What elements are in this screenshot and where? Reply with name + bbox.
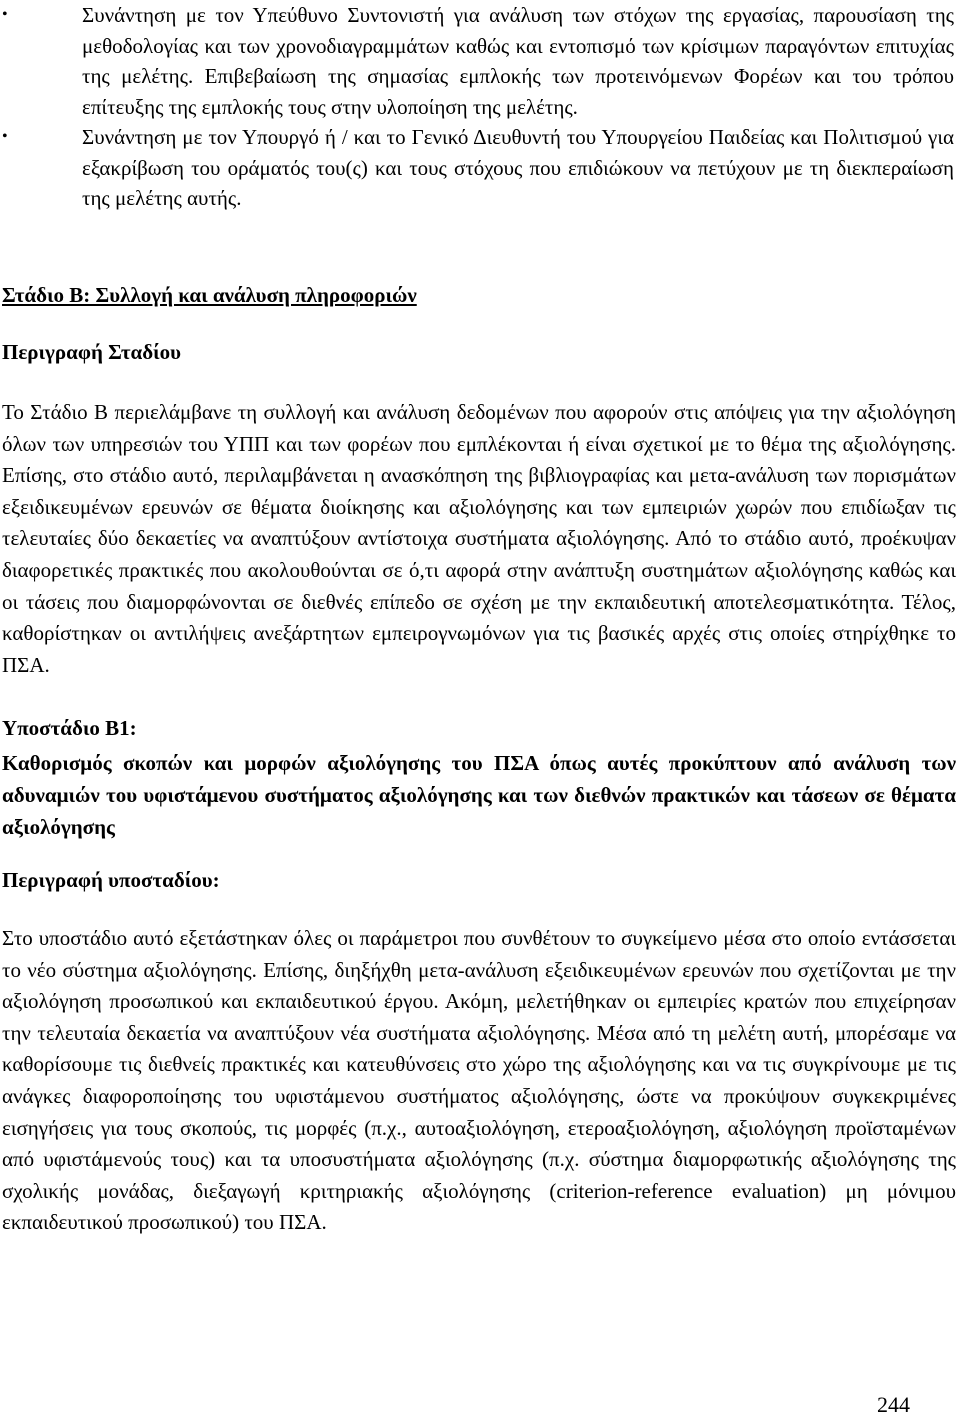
bullet-text: Συνάντηση με τον Υπεύθυνο Συντονιστή για ανάλυση των στόχων της εργασίας, παρουσίαση της μεθοδολογίας και των χρονοδιαγραμμάτων καθώς και εντοπισμό των κρίσιμων παραγόντων επιτυχίας της μελέτης. Επιβεβαίωση της σημασίας εμπλοκής των προτεινόμενων Φορέων και του τρόπου επίτευξης της εμπλοκής τους στην υλοποίηση της μελέτης. bbox=[82, 3, 954, 119]
bullet-text: Συνάντηση με τον Υπουργό ή / και το Γενικό Διευθυντή του Υπουργείου Παιδείας και Πολιτισμού για εξακρίβωση του οράματός του(ς) και τους στόχους που επιδιώκουν να πετύχουν με τη διεκπεραίωση της μελέτης αυτής. bbox=[82, 125, 954, 210]
stage-paragraph: Το Στάδιο Β περιελάμβανε τη συλλογή και ανάλυση δεδομένων που αφορούν στις απόψεις για την αξιολόγηση όλων των υπηρεσιών του ΥΠΠ και των φορέων που εμπλέκονται ή είναι σχετικοί με το θέμα της αξιολόγησης. Επίσης, στο στάδιο αυτό, περιλαμβάνεται η ανασκόπηση της βιβλιογραφίας και μετα-ανάλυση των πορισμάτων εξειδικευμένων ερευνών σε θέματα διοίκησης και αξιολόγησης και των εμπειριών χωρών που επιδίωξαν τις τελευταίες δύο δεκαετίες να αναπτύξουν αντίστοιχα συστήματα αξιολόγησης. Από το στάδιο αυτό, προέκυψαν διαφορετικές πρακτικές που ακολουθούνται σε ό,τι αφορά στην ανάπτυξη συστημάτων αξιολόγησης καθώς και οι τάσεις που διαμορφώνονται σε διεθνές επίπεδο σε σχέση με την εκπαιδευτική αποτελεσματικότητα. Τέλος, καθορίστηκαν οι αντιλήψεις ανεξάρτητων εμπειρογνωμόνων για τις βασικές αρχές στις οποίες στηρίχθηκε το ΠΣΑ. bbox=[2, 400, 956, 677]
substage-description-heading: Περιγραφή υποσταδίου: bbox=[2, 868, 220, 892]
bullet-list bbox=[0, 0, 960, 214]
substage-title: Καθορισμός σκοπών και μορφών αξιολόγησης του ΠΣΑ όπως αυτές προκύπτουν από ανάλυση των αδυναμιών του υφιστάμενου συστήματος αξιολόγησης και των διεθνών πρακτικών και τάσεων σε θέματα αξιολόγησης bbox=[2, 751, 956, 839]
bullet-dot-icon: • bbox=[2, 128, 8, 145]
stage-description-heading: Περιγραφή Σταδίου bbox=[2, 340, 182, 364]
substage-paragraph: Στο υποστάδιο αυτό εξετάστηκαν όλες οι παράμετροι που συνθέτουν το συγκείμενο μέσα στο οποίο εντάσσεται το νέο σύστημα αξιολόγησης. Επίσης, διηξήχθη μετα-ανάλυση εξειδικευμένων ερευνών που σχετίζονται με την αξιολόγηση προσωπικού και εκπαιδευτικού έργου. Ακόμη, μελετήθηκαν οι εμπειρίες κρατών που επιχείρησαν την τελευταία δεκαετία να αναπτύξουν νέα συστήματα αξιολόγησης. Μέσα από τη μελέτη αυτή, μπορέσαμε να καθορίσουμε τις διεθνείς πρακτικές και κατευθύνσεις στο χώρο της αξιολόγησης και να τις συγκρίνουμε με τις ανάγκες διαφοροποίησης του υφιστάμενου συστήματος αξιολόγησης, ώστε να προκύψουν συγκεκριμένες εισηγήσεις για τους σκοπούς, τις μορφές (π.χ., αυτοαξιολόγηση, ετεροαξιολόγηση, αξιολόγηση προϊσταμένων από υφιστάμενούς τους) και τα υποσυστήματα αξιολόγησης (π.χ. σύστημα διαμορφωτικής αξιολόγησης της σχολικής μονάδας, διεξαγωγή κριτηριακής αξιολόγησης (criterion-reference evaluation) μη μόνιμου εκπαιδευτικού προσωπικού) του ΠΣΑ. bbox=[2, 926, 956, 1235]
section-title: Στάδιο Β: Συλλογή και ανάλυση πληροφοριών bbox=[2, 283, 417, 307]
bullet-item bbox=[2, 122, 954, 214]
substage-label: Υποστάδιο Β1: bbox=[2, 716, 137, 740]
bullet-item bbox=[2, 0, 954, 122]
bullet-dot-icon: • bbox=[2, 6, 8, 23]
page-number: 244 bbox=[877, 1392, 910, 1417]
